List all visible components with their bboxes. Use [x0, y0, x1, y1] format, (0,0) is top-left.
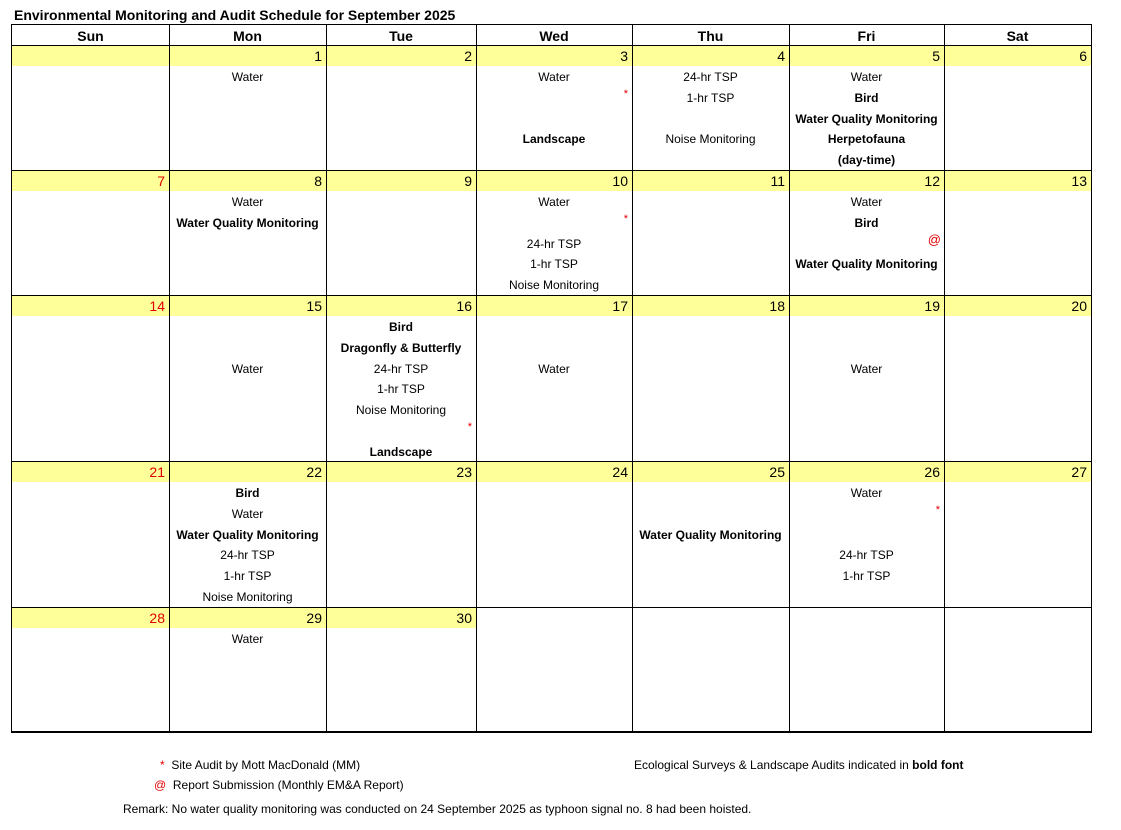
- schedule-entry: 24-hr TSP: [220, 548, 275, 563]
- date-number: 4: [777, 48, 785, 64]
- week-row: [12, 46, 1091, 171]
- day-cell: [169, 46, 326, 170]
- column-divider: [326, 25, 327, 731]
- day-cell: [944, 608, 1091, 732]
- date-bar: [944, 462, 1091, 482]
- schedule-entry: Water: [850, 70, 883, 84]
- page-title: Environmental Monitoring and Audit Schedule for September 2025: [14, 7, 456, 23]
- day-cell: [789, 462, 944, 607]
- day-cell: [476, 608, 632, 732]
- date-number: 5: [932, 48, 940, 64]
- site-audit-icon: *: [467, 421, 472, 433]
- day-cell: [632, 608, 789, 732]
- date-bar: [169, 462, 326, 482]
- date-number: 2: [464, 48, 472, 64]
- date-number: 23: [456, 464, 472, 480]
- asterisk-icon: *: [160, 758, 165, 772]
- day-cell: [12, 171, 169, 295]
- date-bar: [789, 296, 944, 316]
- schedule-entry: Landscape: [522, 132, 586, 147]
- day-cell: [944, 462, 1091, 607]
- date-number: 12: [924, 173, 940, 189]
- date-bar: [326, 171, 476, 191]
- weekday-wed: Wed: [539, 28, 569, 44]
- schedule-entry: Water: [231, 506, 264, 521]
- day-cell: [326, 296, 476, 461]
- date-number: 19: [924, 298, 940, 314]
- date-bar: [12, 171, 169, 191]
- day-cell: [169, 608, 326, 732]
- schedule-entry: 1-hr TSP: [842, 569, 891, 584]
- schedule-entry: 24-hr TSP: [373, 361, 429, 376]
- schedule-entry: (day-time): [837, 153, 896, 168]
- legend-report-text: Report Submission (Monthly EM&A Report): [172, 778, 404, 792]
- day-cell: [944, 296, 1091, 461]
- site-audit-icon: *: [623, 212, 628, 225]
- remark-note: Remark: No water quality monitoring was conducted on 24 September 2025 as typhoon signal no. 8 had been hoisted.: [123, 802, 752, 816]
- date-number: 18: [769, 298, 785, 314]
- site-audit-icon: *: [623, 87, 628, 100]
- day-cell: [476, 462, 632, 607]
- day-cell: [632, 171, 789, 295]
- date-bar: [632, 46, 789, 66]
- date-bar: [169, 608, 326, 628]
- schedule-entry: Water: [231, 632, 264, 646]
- date-bar: [944, 296, 1091, 316]
- schedule-entry: Water: [538, 195, 570, 209]
- legend-bold-note-bold: bold font: [912, 758, 964, 772]
- date-bar: [944, 46, 1091, 66]
- date-number: 22: [306, 464, 322, 480]
- date-bar: [169, 171, 326, 191]
- schedule-entry: Water: [538, 361, 570, 376]
- site-audit-icon: *: [935, 503, 940, 516]
- schedule-entry: Bird: [389, 320, 413, 334]
- date-number: 1: [314, 48, 322, 64]
- day-cell: [169, 462, 326, 607]
- schedule-entry: Noise Monitoring: [355, 403, 447, 418]
- day-cell: [169, 171, 326, 295]
- weekday-sun: Sun: [77, 28, 104, 44]
- day-cell: [12, 46, 169, 170]
- schedule-entry: Water: [850, 361, 883, 376]
- day-cell: [326, 608, 476, 732]
- weekday-tue: Tue: [389, 28, 413, 44]
- week-row: [12, 171, 1091, 296]
- schedule-entry: Bird: [235, 486, 260, 500]
- day-cell: [326, 46, 476, 170]
- legend-site-audit-text: Site Audit by Mott MacDonald (MM): [171, 758, 361, 772]
- schedule-entry: Water: [231, 195, 264, 209]
- date-bar: [326, 462, 476, 482]
- date-number: 8: [314, 173, 322, 189]
- day-cell: [476, 296, 632, 461]
- date-number: 9: [464, 173, 472, 189]
- date-bar: [632, 462, 789, 482]
- date-number: 16: [456, 298, 472, 314]
- schedule-entry: Water Quality Monitoring: [639, 527, 782, 542]
- date-bar: [476, 462, 632, 482]
- schedule-entry: Dragonfly & Butterfly: [340, 340, 462, 355]
- date-bar: [169, 46, 326, 66]
- column-divider: [789, 25, 790, 731]
- report-submission-icon: @: [927, 231, 941, 247]
- date-number: 27: [1071, 464, 1087, 480]
- schedule-entry: Water: [850, 486, 883, 500]
- date-number: 20: [1071, 298, 1087, 314]
- schedule-entry: Water Quality Monitoring: [795, 257, 938, 272]
- date-number: 17: [612, 298, 628, 314]
- date-bar: [789, 46, 944, 66]
- date-bar: [476, 171, 632, 191]
- schedule-entry: 1-hr TSP: [377, 382, 425, 397]
- column-divider: [944, 25, 945, 731]
- date-bar: [944, 171, 1091, 191]
- at-sign-icon: @: [154, 778, 167, 792]
- day-cell: [169, 296, 326, 461]
- day-cell: [326, 171, 476, 295]
- date-bar: [12, 462, 169, 482]
- date-bar: [169, 296, 326, 316]
- schedule-entry: 24-hr TSP: [839, 548, 894, 563]
- weekday-header-row: [12, 25, 1091, 46]
- day-cell: [476, 171, 632, 295]
- date-number: 24: [612, 464, 628, 480]
- day-cell: [632, 296, 789, 461]
- legend-bold-note-prefix: Ecological Surveys & Landscape Audits indicated in: [634, 758, 913, 772]
- date-number: 7: [157, 173, 165, 189]
- date-number: 26: [924, 464, 940, 480]
- schedule-entry: Water Quality Monitoring: [176, 527, 319, 542]
- day-cell: [789, 608, 944, 732]
- schedule-entry: 1-hr TSP: [223, 569, 272, 584]
- day-cell: [632, 462, 789, 607]
- weekday-thu: Thu: [697, 28, 724, 44]
- date-bar: [632, 296, 789, 316]
- date-bar: [12, 296, 169, 316]
- schedule-entry: Noise Monitoring: [665, 132, 756, 147]
- week-row: [12, 608, 1091, 732]
- date-bar: [12, 608, 169, 628]
- day-cell: [476, 46, 632, 170]
- week-row: [12, 296, 1091, 462]
- date-bar: [326, 46, 476, 66]
- column-divider: [476, 25, 477, 731]
- date-number: 13: [1071, 173, 1087, 189]
- schedule-entry: Noise Monitoring: [202, 590, 293, 604]
- date-number: 21: [149, 464, 165, 480]
- date-number: 10: [612, 173, 628, 189]
- schedule-entry: Water Quality Monitoring: [176, 215, 319, 230]
- date-number: 14: [149, 298, 165, 314]
- day-cell: [326, 462, 476, 607]
- legend-site-audit: [160, 758, 360, 772]
- date-number: 28: [149, 610, 165, 626]
- schedule-entry: Water Quality Monitoring: [795, 111, 938, 126]
- date-number: 3: [620, 48, 628, 64]
- schedule-entry: Water: [231, 70, 264, 84]
- legend-report-submission: [154, 778, 404, 792]
- day-cell: [12, 608, 169, 732]
- schedule-entry: Water: [538, 70, 570, 84]
- day-cell: [789, 296, 944, 461]
- day-cell: [12, 462, 169, 607]
- weekday-sat: Sat: [1006, 28, 1029, 44]
- day-cell: [12, 296, 169, 461]
- weekday-mon: Mon: [233, 28, 262, 44]
- date-number: 25: [769, 464, 785, 480]
- schedule-entry: 24-hr TSP: [683, 70, 738, 84]
- date-bar: [789, 171, 944, 191]
- week-row: [12, 462, 1091, 608]
- schedule-entry: 1-hr TSP: [686, 90, 735, 105]
- date-number: 30: [456, 610, 472, 626]
- schedule-entry: Landscape: [369, 444, 433, 459]
- date-bar: [326, 608, 476, 628]
- schedule-entry: Noise Monitoring: [508, 278, 600, 293]
- date-number: 11: [770, 173, 785, 189]
- day-cell: [944, 171, 1091, 295]
- date-bar: [476, 46, 632, 66]
- date-bar: [476, 296, 632, 316]
- date-bar: [326, 296, 476, 316]
- date-bar: [12, 46, 169, 66]
- date-bar: [632, 171, 789, 191]
- day-cell: [944, 46, 1091, 170]
- column-divider: [169, 25, 170, 731]
- schedule-entry: Water: [231, 361, 264, 376]
- schedule-entry: 1-hr TSP: [530, 257, 578, 272]
- schedule-entry: Herpetofauna: [827, 132, 906, 147]
- calendar-grid: [11, 24, 1092, 733]
- date-number: 15: [306, 298, 322, 314]
- legend-bold-note: [634, 758, 963, 772]
- date-bar: [789, 462, 944, 482]
- schedule-entry: Bird: [854, 215, 879, 230]
- weekday-fri: Fri: [857, 28, 876, 44]
- schedule-entry: 24-hr TSP: [526, 236, 582, 251]
- date-number: 29: [306, 610, 322, 626]
- schedule-entry: Bird: [854, 90, 879, 105]
- date-number: 6: [1079, 48, 1087, 64]
- column-divider: [632, 25, 633, 731]
- day-cell: [789, 46, 944, 170]
- schedule-entry: Water: [850, 195, 883, 209]
- day-cell: [632, 46, 789, 170]
- day-cell: [789, 171, 944, 295]
